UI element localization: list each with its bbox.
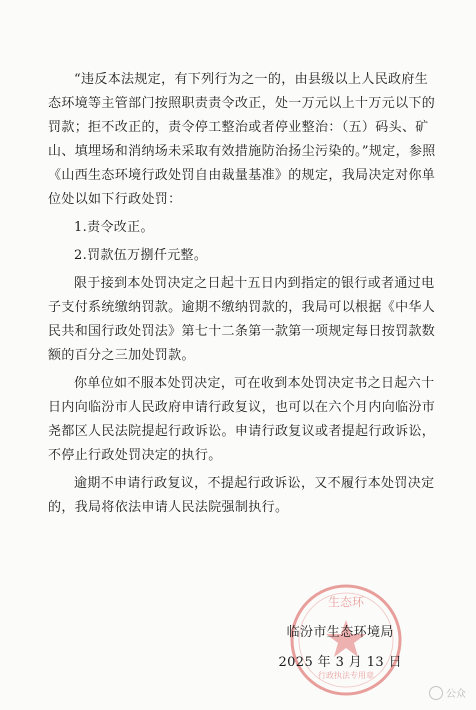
paragraph-enforcement: 逾期不申请行政复议，不提起行政诉讼，又不履行本处罚决定的，我局将依法申请人民法院强制执行。 [48,476,435,515]
watermark-text: 公众 [446,689,466,700]
issuing-organization: 临汾市生态环境局 [286,625,394,640]
paragraph-legal-basis: “违反本法规定，有下列行为之一的，由县级以上人民政府生态环境等主管部门按照职责责令改正，处一万元以上十万元以下的罚款；拒不改正的，责令停工整治或者停业整治：（五）码头、矿山、填埋场和消纳场未采取有效措施防治扬尘污染的。”规定，参照《山西生态环境行政处罚自由裁量基准》的规定，我局决定对你单位处以如下行政处罚： [48,72,436,207]
issue-date: 2025 年 3 月 13 日 [278,655,402,670]
signature-block [278,618,402,678]
penalty-item-1: 1.责令改正。 [74,220,154,235]
wechat-icon [429,686,443,700]
paragraph-payment: 限于接到本处罚决定之日起十五日内到指定的银行或者通过电子支付系统缴纳罚款。逾期不缴纳罚款的，我局可以根据《中华人民共和国行政处罚法》第七十二条第一款第一项规定每日按罚款数额的百分之三加处罚款。 [48,276,436,363]
seal-bottom-text: 行政执法专用章 [318,671,374,680]
paragraph-appeal: 你单位如不服本处罚决定，可在收到本处罚决定书之日起六十日内向临汾市人民政府申请行政复议，也可以在六个月内向临汾市尧都区人民法院提起行政诉讼。申请行政复议或者提起行政诉讼，不停止行政处罚决定的执行。 [48,376,436,463]
seal-top-text: 生态环 [327,595,365,609]
penalty-item-2: 2.罚款伍万捌仟元整。 [74,248,208,263]
document-body [48,68,440,524]
watermark [429,685,466,700]
